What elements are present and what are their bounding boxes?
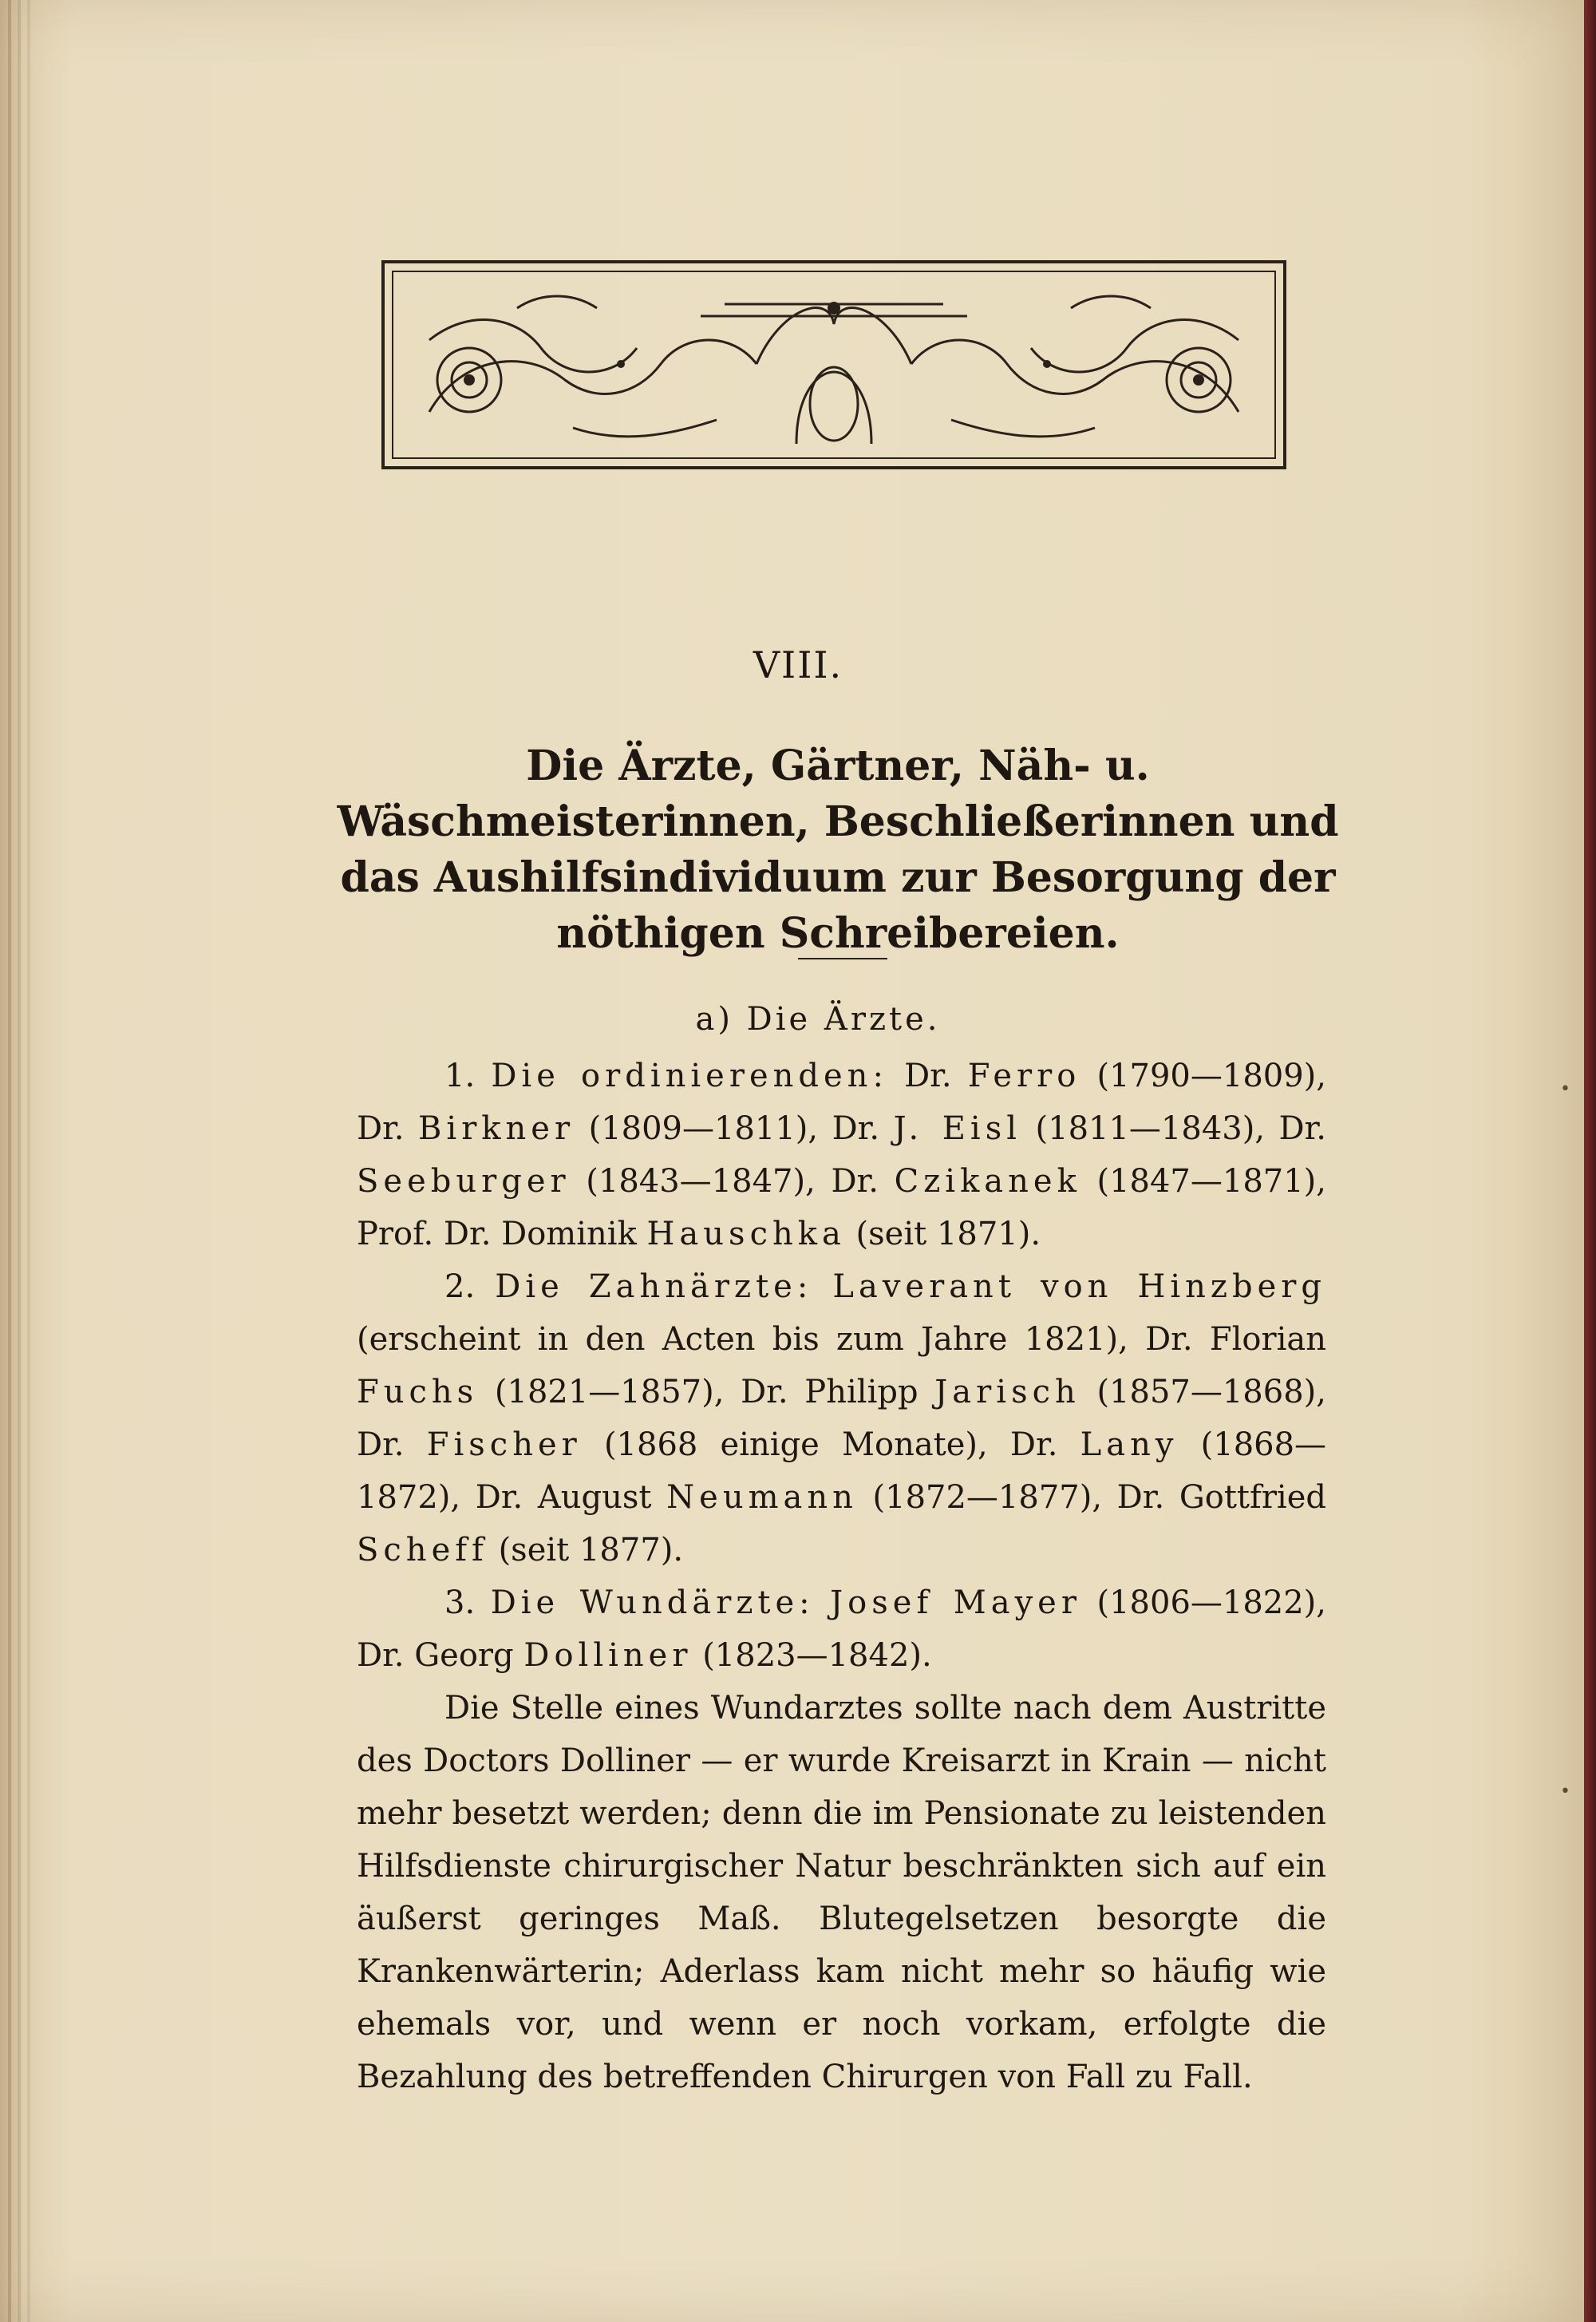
margin-mark: • (1560, 1079, 1570, 1099)
body-paragraph: Die Stelle eines Wundarztes sollte nach dem Austritte des Doctors Dolliner — er wurde Kreisarzt in Krain — nicht mehr besetzt werden; denn die im Pensionate zu leistenden Hilfsdienste chirurgischer Natur beschränkten sich auf ein äußerst geringes Maß. Blutegelsetzen besorgte die Krankenwärterin; Aderlass kam nicht mehr so häufig wie ehemals vor, und wenn er noch vorkam, erfolgte die Bezahlung des betreffenden Chirurgen von Fall zu Fall. (357, 1690, 1326, 2095)
list-item-zahnaerzte: 2. Die Zahnärzte: Laverant von Hinzberg (erscheint in den Acten bis zum Jahre 1821), Dr. Florian Fuchs (1821—1857), Dr. Philipp Jarisch (1857—1868), Dr. Fischer (1868 einige Monate), Dr. Lany (1868—1872), Dr. August Neumann (1872—1877), Dr. Gottfried Scheff (seit 1877). (357, 1268, 1327, 1568)
book-binding-edge (1584, 0, 1596, 2322)
chapter-number: VIII. (753, 643, 843, 686)
page-edge-line (18, 0, 21, 2322)
chapter-title: Die Ärzte, Gärtner, Näh- u. Wäschmeisterinnen, Beschließerinnen und das Aushilfsindividuum zur Besorgung der nöthigen Schreibereien. (337, 742, 1339, 958)
body-text (357, 1050, 1326, 2103)
page-edge-line (27, 0, 30, 2322)
list-item-ordinierende-aerzte: 1. Die ordinierenden: Dr. Ferro (1790—1809), Dr. Birkner (1809—1811), Dr. J. Eisl (1811—1843), Dr. Seeburger (1843—1847), Dr. Czikanek (1847—1871), Prof. Dr. Dominik Hauschka (seit 1871). (357, 1058, 1327, 1252)
page-edge-line (8, 0, 11, 2322)
ornamental-headpiece (381, 260, 1286, 469)
margin-mark: • (1560, 1782, 1570, 1802)
list-item-wundaerzte: 3. Die Wundärzte: Josef Mayer (1806—1822), Dr. Georg Dolliner (1823—1842). (357, 1584, 1327, 1674)
section-heading: a) Die Ärzte. (695, 1001, 941, 1038)
separator-rule (798, 958, 887, 959)
